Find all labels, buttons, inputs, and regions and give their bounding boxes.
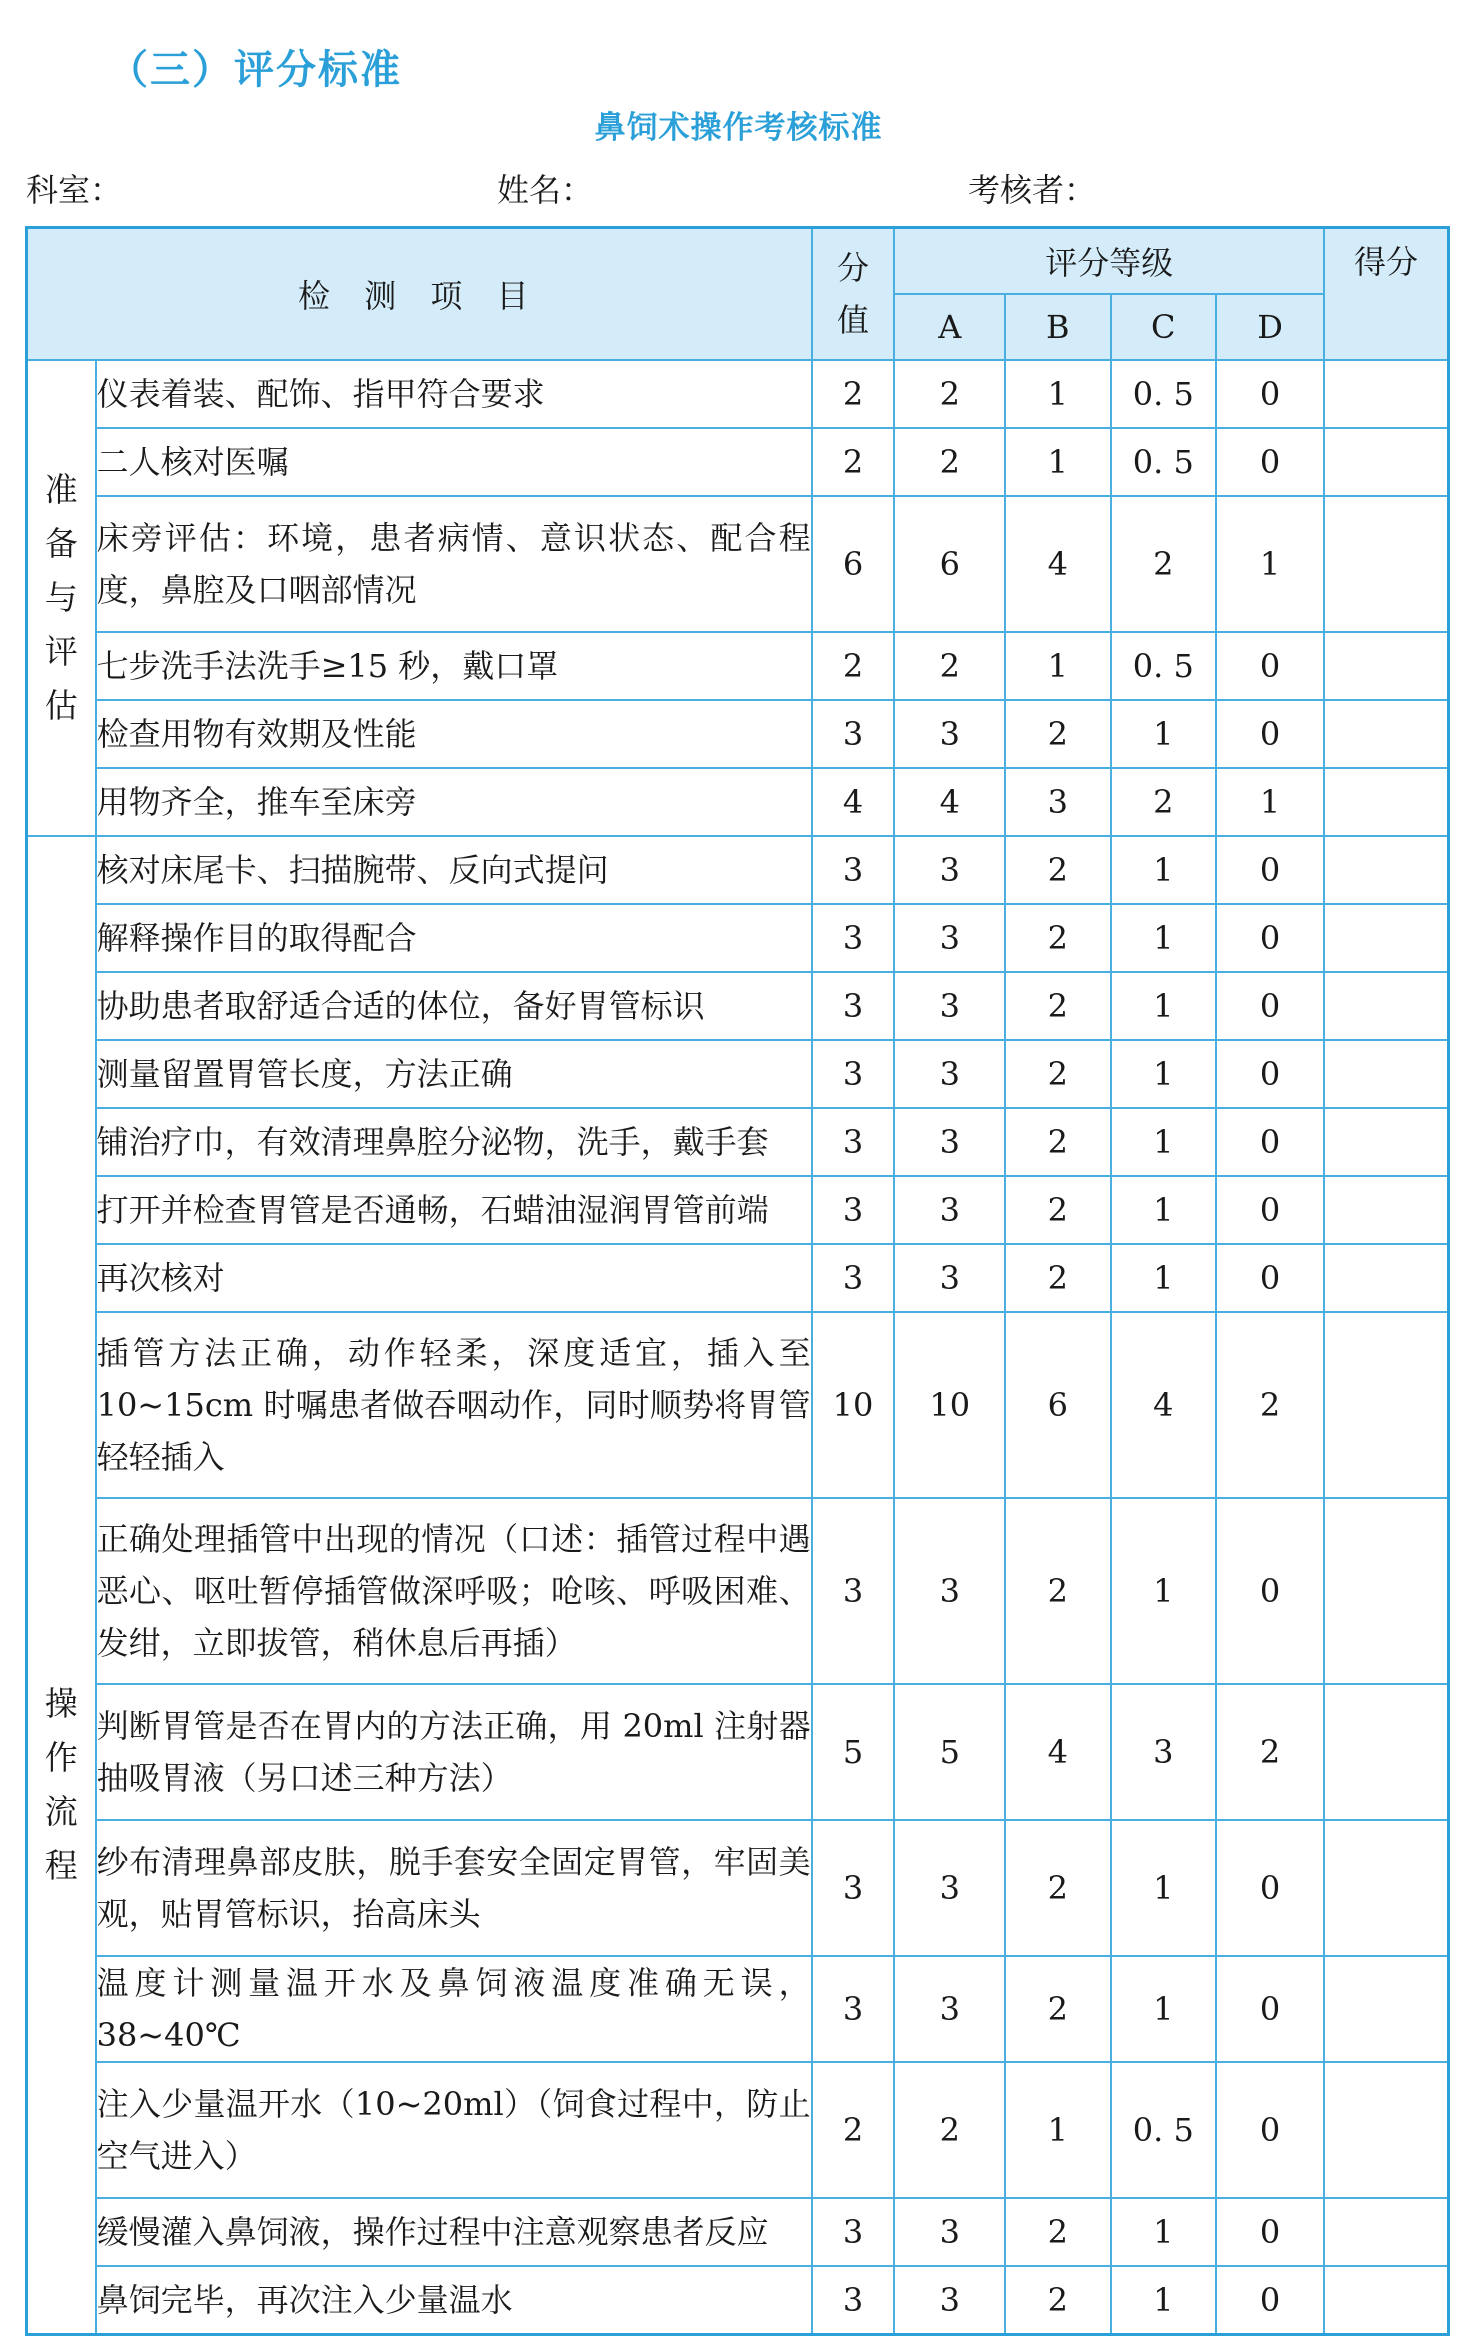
grade-d-cell: 0	[1216, 428, 1324, 496]
grade-c-cell: 1	[1111, 972, 1217, 1040]
item-cell: 解释操作目的取得配合	[96, 904, 812, 972]
grade-d-cell: 0	[1216, 1498, 1324, 1684]
grade-d-cell: 0	[1216, 2266, 1324, 2334]
grade-d-cell: 0	[1216, 700, 1324, 768]
table-row	[27, 768, 1449, 836]
category-char: 与	[44, 578, 78, 617]
grade-d-cell: 0	[1216, 2198, 1324, 2266]
table-row	[27, 1176, 1449, 1244]
grade-b-cell: 1	[1005, 2062, 1111, 2198]
table-body	[27, 360, 1449, 2334]
score-cell: 2	[812, 428, 895, 496]
grade-a-cell: 3	[894, 1244, 1005, 1312]
item-cell: 二人核对医嘱	[96, 428, 812, 496]
header-score-line1: 分	[837, 249, 870, 287]
grade-b-cell: 1	[1005, 632, 1111, 700]
grade-a-cell: 3	[894, 700, 1005, 768]
score-got-cell[interactable]	[1324, 1312, 1448, 1498]
grade-d-cell: 0	[1216, 1040, 1324, 1108]
grade-b-cell: 3	[1005, 768, 1111, 836]
table-row	[27, 700, 1449, 768]
grade-b-cell: 6	[1005, 1312, 1111, 1498]
grade-a-cell: 2	[894, 360, 1005, 428]
table-row	[27, 1820, 1449, 1956]
score-cell: 2	[812, 632, 895, 700]
category-char: 流	[44, 1791, 78, 1831]
table-row	[27, 1312, 1449, 1498]
table-row	[27, 1956, 1449, 2062]
grade-c-cell: 1	[1111, 1244, 1217, 1312]
score-cell: 3	[812, 2198, 895, 2266]
grade-a-cell: 3	[894, 904, 1005, 972]
grade-b-cell: 2	[1005, 1176, 1111, 1244]
scoring-table	[25, 226, 1450, 2336]
score-cell: 6	[812, 496, 895, 632]
grade-c-cell: 2	[1111, 496, 1217, 632]
grade-c-cell: 1	[1111, 1108, 1217, 1176]
score-got-cell[interactable]	[1324, 1040, 1448, 1108]
item-cell: 缓慢灌入鼻饲液，操作过程中注意观察患者反应	[96, 2198, 812, 2266]
grade-b-cell: 2	[1005, 904, 1111, 972]
item-cell: 七步洗手法洗手≥15 秒，戴口罩	[96, 632, 812, 700]
grade-a-cell: 3	[894, 2198, 1005, 2266]
score-cell: 3	[812, 1956, 895, 2062]
grade-b-cell: 2	[1005, 1820, 1111, 1956]
table-row	[27, 2198, 1449, 2266]
item-cell: 纱布清理鼻部皮肤，脱手套安全固定胃管，牢固美观，贴胃管标识，抬高床头	[96, 1820, 812, 1956]
score-got-cell[interactable]	[1324, 1498, 1448, 1684]
category-cell	[27, 360, 96, 836]
header-item: 检 测 项 目	[27, 228, 812, 361]
category-char: 操	[44, 1683, 78, 1723]
grade-b-cell: 2	[1005, 1040, 1111, 1108]
examiner-label: 考核者：	[968, 171, 1097, 209]
score-cell: 3	[812, 2266, 895, 2334]
grade-b-cell: 2	[1005, 700, 1111, 768]
category-char: 程	[44, 1845, 78, 1885]
score-got-cell[interactable]	[1324, 632, 1448, 700]
table-row	[27, 1684, 1449, 1820]
grade-a-cell: 3	[894, 1176, 1005, 1244]
grade-d-cell: 0	[1216, 972, 1324, 1040]
grade-c-cell: 1	[1111, 700, 1217, 768]
grade-a-cell: 3	[894, 1498, 1005, 1684]
header-score-line2: 值	[837, 301, 870, 339]
grade-d-cell: 0	[1216, 1244, 1324, 1312]
score-cell: 3	[812, 700, 895, 768]
grade-d-cell: 1	[1216, 496, 1324, 632]
score-cell: 3	[812, 836, 895, 904]
score-got-cell[interactable]	[1324, 700, 1448, 768]
grade-a-cell: 3	[894, 836, 1005, 904]
table-row	[27, 428, 1449, 496]
score-got-cell[interactable]	[1324, 1684, 1448, 1820]
table-row	[27, 2266, 1449, 2334]
header-score	[812, 228, 895, 361]
grade-d-cell: 0	[1216, 904, 1324, 972]
grade-d-cell: 0	[1216, 1820, 1324, 1956]
grade-a-cell: 4	[894, 768, 1005, 836]
score-cell: 3	[812, 1498, 895, 1684]
item-cell: 正确处理插管中出现的情况（口述：插管过程中遇恶心、呕吐暂停插管做深呼吸；呛咳、呼吸困难、发绀，立即拔管，稍休息后再插）	[96, 1498, 812, 1684]
grade-c-cell: 1	[1111, 2266, 1217, 2334]
grade-a-cell: 3	[894, 972, 1005, 1040]
score-cell: 3	[812, 1820, 895, 1956]
grade-a-cell: 3	[894, 1108, 1005, 1176]
category-char: 评	[44, 632, 78, 671]
category-char: 备	[44, 524, 78, 563]
grade-b-cell: 4	[1005, 1684, 1111, 1820]
grade-c-cell: 0. 5	[1111, 360, 1217, 428]
score-got-cell[interactable]	[1324, 1108, 1448, 1176]
score-cell: 5	[812, 1684, 895, 1820]
grade-d-cell: 0	[1216, 1956, 1324, 2062]
grade-a-cell: 2	[894, 632, 1005, 700]
grade-d-cell: 0	[1216, 1176, 1324, 1244]
grade-c-cell: 4	[1111, 1312, 1217, 1498]
table-row	[27, 632, 1449, 700]
item-cell: 仪表着装、配饰、指甲符合要求	[96, 360, 812, 428]
grade-a-cell: 10	[894, 1312, 1005, 1498]
grade-b-cell: 2	[1005, 972, 1111, 1040]
grade-d-cell: 2	[1216, 1684, 1324, 1820]
table-row	[27, 1498, 1449, 1684]
score-got-cell[interactable]	[1324, 904, 1448, 972]
section-title: （三）评分标准	[108, 47, 402, 93]
grade-b-cell: 2	[1005, 2266, 1111, 2334]
grade-a-cell: 2	[894, 428, 1005, 496]
score-got-cell[interactable]	[1324, 428, 1448, 496]
item-cell: 核对床尾卡、扫描腕带、反向式提问	[96, 836, 812, 904]
grade-b-cell: 1	[1005, 360, 1111, 428]
score-got-cell[interactable]	[1324, 836, 1448, 904]
item-cell: 协助患者取舒适合适的体位，备好胃管标识	[96, 972, 812, 1040]
score-got-cell[interactable]	[1324, 2062, 1448, 2198]
header-got: 得分	[1324, 228, 1448, 361]
grade-b-cell: 2	[1005, 2198, 1111, 2266]
score-got-cell[interactable]	[1324, 2198, 1448, 2266]
grade-b-cell: 2	[1005, 1244, 1111, 1312]
header-grade-a: A	[894, 294, 1005, 360]
category-char: 准	[44, 470, 78, 509]
grade-b-cell: 4	[1005, 496, 1111, 632]
item-cell: 测量留置胃管长度，方法正确	[96, 1040, 812, 1108]
score-cell: 3	[812, 1244, 895, 1312]
table-row	[27, 972, 1449, 1040]
table-row	[27, 2062, 1449, 2198]
grade-d-cell: 1	[1216, 768, 1324, 836]
score-cell: 2	[812, 2062, 895, 2198]
score-got-cell[interactable]	[1324, 1176, 1448, 1244]
grade-c-cell: 1	[1111, 904, 1217, 972]
grade-c-cell: 1	[1111, 2198, 1217, 2266]
score-got-cell[interactable]	[1324, 972, 1448, 1040]
grade-c-cell: 1	[1111, 1820, 1217, 1956]
score-cell: 2	[812, 360, 895, 428]
score-got-cell[interactable]	[1324, 1820, 1448, 1956]
score-got-cell[interactable]	[1324, 768, 1448, 836]
grade-a-cell: 3	[894, 2266, 1005, 2334]
header-grade-b: B	[1005, 294, 1111, 360]
grade-b-cell: 2	[1005, 1498, 1111, 1684]
grade-c-cell: 3	[1111, 1684, 1217, 1820]
category-char: 作	[44, 1737, 78, 1777]
table-row	[27, 836, 1449, 904]
table-row	[27, 1108, 1449, 1176]
grade-a-cell: 3	[894, 1820, 1005, 1956]
score-got-cell[interactable]	[1324, 496, 1448, 632]
header-grade: 评分等级	[894, 228, 1324, 295]
item-cell: 床旁评估：环境，患者病情、意识状态、配合程度，鼻腔及口咽部情况	[96, 496, 812, 632]
score-cell: 3	[812, 1176, 895, 1244]
item-cell: 用物齐全，推车至床旁	[96, 768, 812, 836]
table-title: 鼻饲术操作考核标准	[594, 110, 883, 146]
grade-c-cell: 1	[1111, 1176, 1217, 1244]
item-cell: 打开并检查胃管是否通畅，石蜡油湿润胃管前端	[96, 1176, 812, 1244]
name-label: 姓名：	[497, 171, 594, 209]
grade-a-cell: 5	[894, 1684, 1005, 1820]
score-cell: 3	[812, 1108, 895, 1176]
score-cell: 3	[812, 1040, 895, 1108]
grade-c-cell: 1	[1111, 1498, 1217, 1684]
grade-d-cell: 0	[1216, 360, 1324, 428]
score-got-cell[interactable]	[1324, 360, 1448, 428]
grade-c-cell: 0. 5	[1111, 2062, 1217, 2198]
table-row	[27, 1244, 1449, 1312]
grade-d-cell: 0	[1216, 632, 1324, 700]
score-cell: 3	[812, 972, 895, 1040]
item-cell: 温度计测量温开水及鼻饲液温度准确无误，38~40℃	[96, 1956, 812, 2062]
item-cell: 铺治疗巾，有效清理鼻腔分泌物，洗手，戴手套	[96, 1108, 812, 1176]
item-cell: 判断胃管是否在胃内的方法正确，用 20ml 注射器抽吸胃液（另口述三种方法）	[96, 1684, 812, 1820]
item-cell: 检查用物有效期及性能	[96, 700, 812, 768]
department-label: 科室：	[26, 171, 123, 209]
header-grade-d: D	[1216, 294, 1324, 360]
score-got-cell[interactable]	[1324, 1956, 1448, 2062]
grade-b-cell: 2	[1005, 1956, 1111, 2062]
grade-a-cell: 6	[894, 496, 1005, 632]
grade-c-cell: 1	[1111, 1040, 1217, 1108]
score-cell: 3	[812, 904, 895, 972]
item-cell: 再次核对	[96, 1244, 812, 1312]
grade-a-cell: 2	[894, 2062, 1005, 2198]
table-row	[27, 496, 1449, 632]
grade-c-cell: 1	[1111, 1956, 1217, 2062]
item-cell: 注入少量温开水（10~20ml）（饲食过程中，防止空气进入）	[96, 2062, 812, 2198]
category-char: 估	[44, 686, 78, 725]
score-got-cell[interactable]	[1324, 1244, 1448, 1312]
grade-c-cell: 0. 5	[1111, 632, 1217, 700]
grade-c-cell: 1	[1111, 836, 1217, 904]
grade-c-cell: 0. 5	[1111, 428, 1217, 496]
category-cell	[27, 836, 96, 2334]
score-cell: 10	[812, 1312, 895, 1498]
table-row	[27, 1040, 1449, 1108]
grade-b-cell: 1	[1005, 428, 1111, 496]
item-cell: 鼻饲完毕，再次注入少量温水	[96, 2266, 812, 2334]
score-cell: 4	[812, 768, 895, 836]
grade-d-cell: 2	[1216, 1312, 1324, 1498]
table-row	[27, 904, 1449, 972]
grade-a-cell: 3	[894, 1956, 1005, 2062]
item-cell: 插管方法正确，动作轻柔，深度适宜，插入至 10~15cm 时嘱患者做吞咽动作，同时顺势将胃管轻轻插入	[96, 1312, 812, 1498]
grade-d-cell: 0	[1216, 836, 1324, 904]
table-row	[27, 360, 1449, 428]
grade-b-cell: 2	[1005, 1108, 1111, 1176]
grade-d-cell: 0	[1216, 2062, 1324, 2198]
grade-d-cell: 0	[1216, 1108, 1324, 1176]
header-grade-c: C	[1111, 294, 1217, 360]
grade-a-cell: 3	[894, 1040, 1005, 1108]
grade-c-cell: 2	[1111, 768, 1217, 836]
grade-b-cell: 2	[1005, 836, 1111, 904]
score-got-cell[interactable]	[1324, 2266, 1448, 2334]
